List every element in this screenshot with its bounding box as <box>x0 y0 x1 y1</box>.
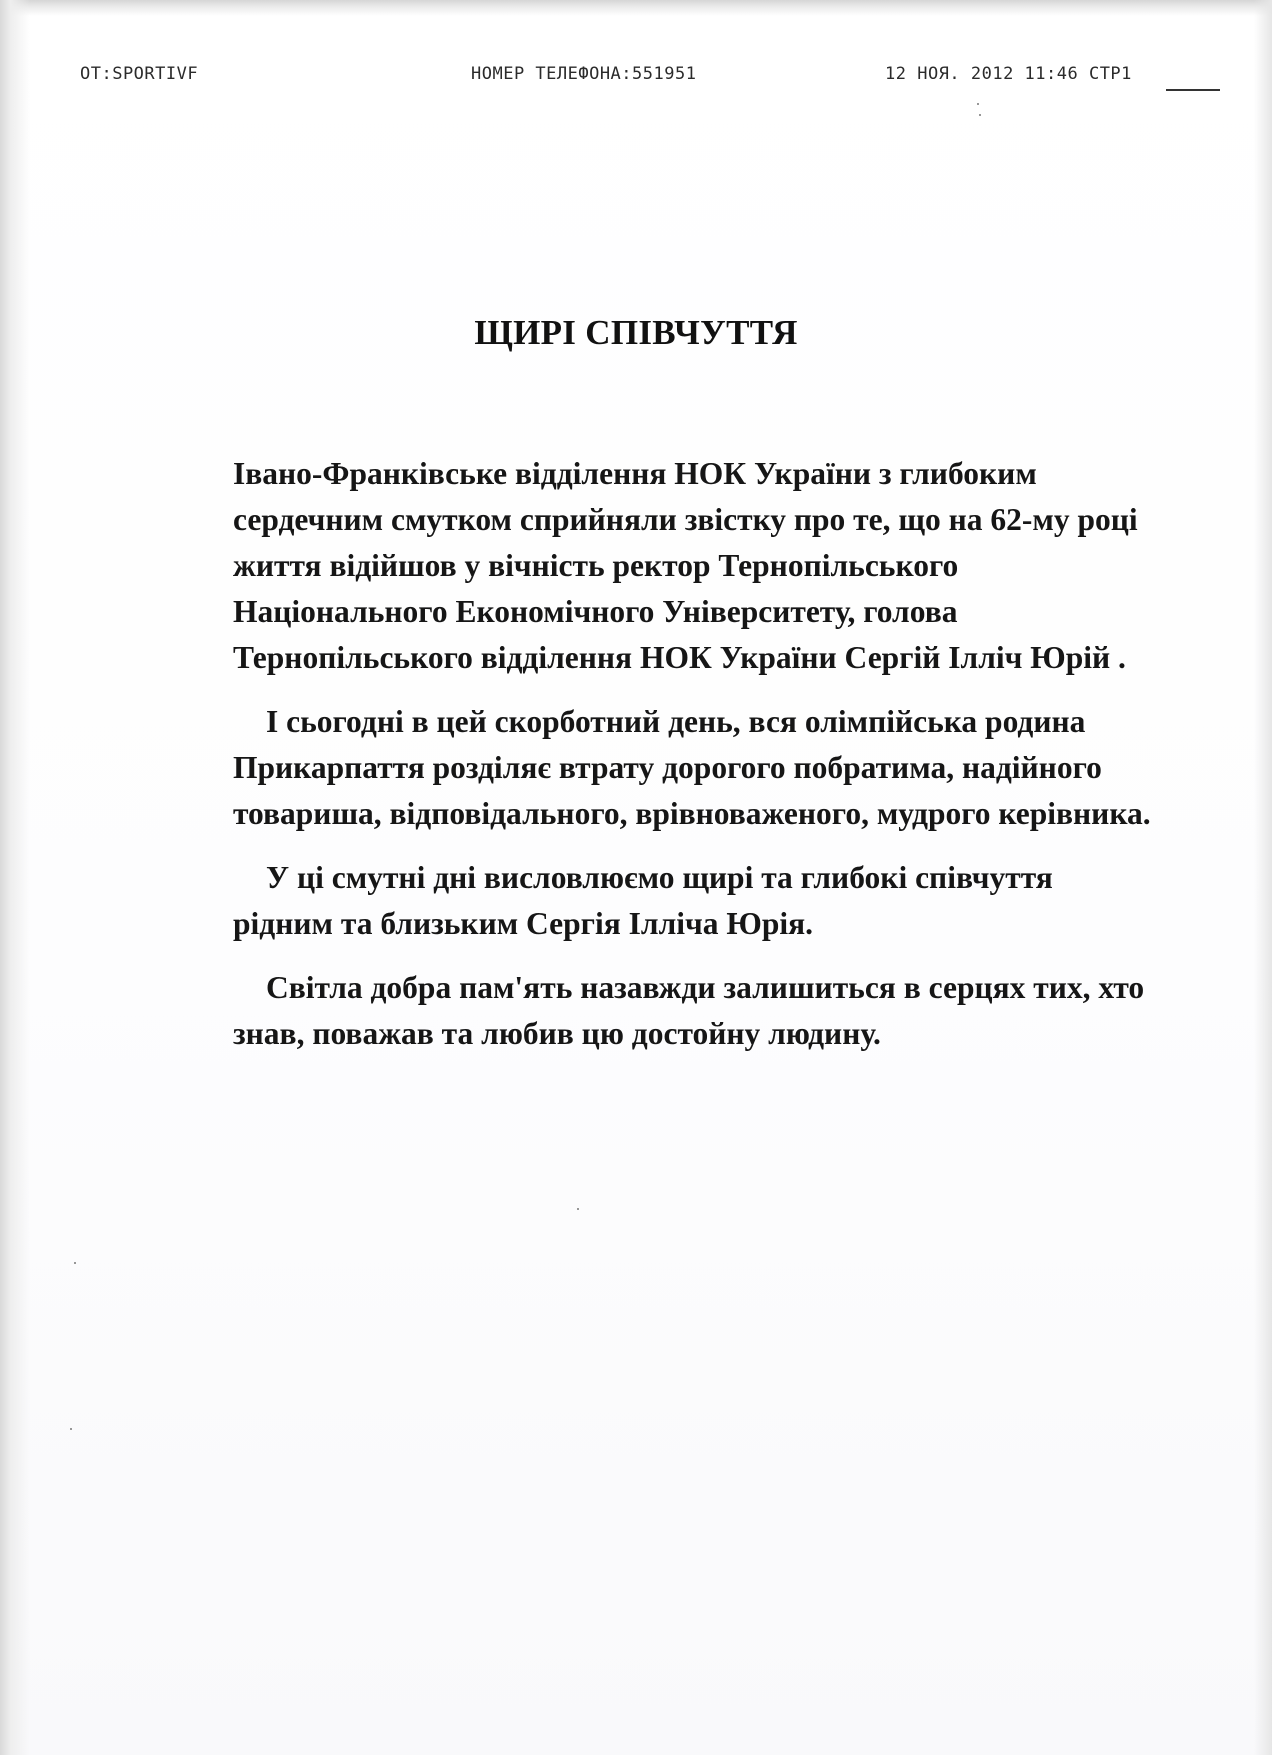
fax-sender: OT:SPORTIVF <box>80 64 199 84</box>
letter-paragraph: Івано-Франківське відділення НОК України з глибоким сердечним смутком сприйняли звістку про те, що на 62-му році життя відійшов у вічність ректор Тернопільського Національного Економічного Університету, голова Тернопільського відділення НОК України Сергій Ілліч Юрій . <box>233 456 1138 675</box>
fax-page-underline <box>1166 89 1220 91</box>
letter-body <box>233 451 1153 1075</box>
scan-edge-shadow-left <box>0 0 30 1755</box>
scan-speck <box>577 1208 579 1210</box>
letter-title: ЩИРІ СПІВЧУТТЯ <box>474 313 798 352</box>
scan-speck <box>74 1262 76 1264</box>
fax-phone-number: НОМЕР ТЕЛЕФОНА:551951 <box>471 64 697 84</box>
scan-speck <box>977 103 979 105</box>
scan-speck <box>70 1428 72 1430</box>
fax-header <box>0 64 1272 88</box>
letter-paragraph: Світла добра пам'ять назавжди залишиться в серцях тих, хто знав, поважав та любив цю достойну людину. <box>233 970 1145 1051</box>
fax-date-page: 12 НОЯ. 2012 11:46 СТР1 <box>885 64 1132 84</box>
letter-paragraph: І сьогодні в цей скорботний день, вся олімпійська родина Прикарпаття розділяє втрату дорогого побратима, надійного товариша, відповідального, врівноваженого, мудрого керівника. <box>233 704 1151 831</box>
letter-paragraph: У ці смутні дні висловлюємо щирі та глибокі співчуття рідним та близьким Сергія Ілліча Юрія. <box>233 860 1053 941</box>
scan-edge-shadow-top <box>0 0 1272 16</box>
scan-speck <box>979 114 981 116</box>
scan-edge-shadow-right <box>1254 0 1272 1755</box>
